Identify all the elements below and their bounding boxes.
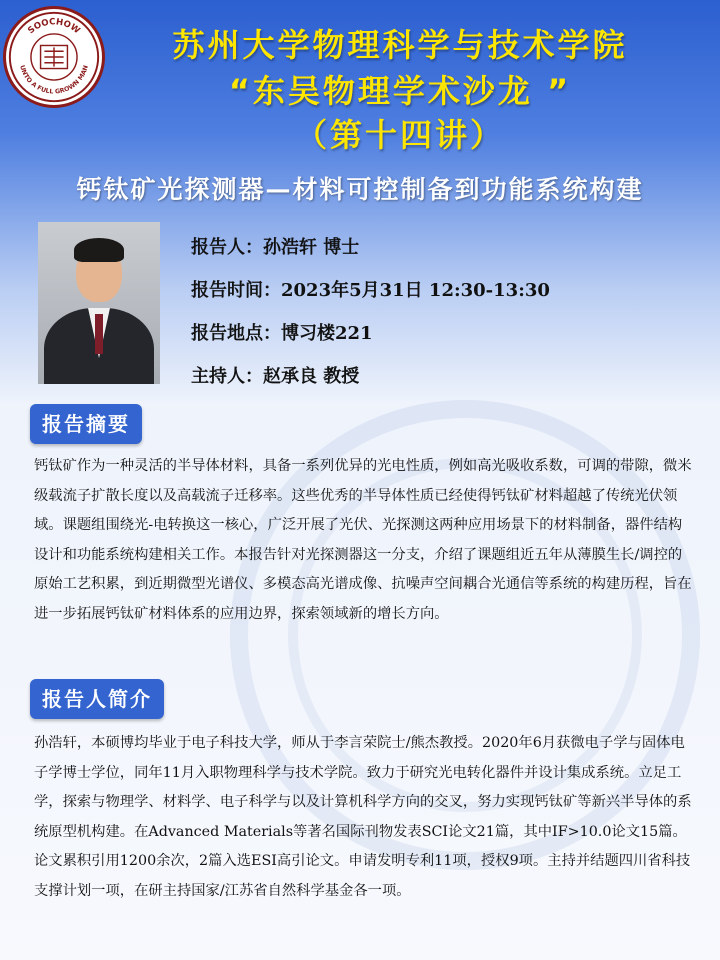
host-info: 主持人：赵承良 教授	[191, 366, 360, 387]
lecture-number: （第十四讲）	[294, 116, 505, 154]
abstract-text: 钙钛矿作为一种灵活的半导体材料，具备一系列优异的光电性质，例如高光吸收系数，可调的带隙，微米级载流子扩散长度以及高载流子迁移率。这些优秀的半导体性质已经使得钙钛矿材料超越了传统光伏领域。课题组围绕光-电转换这一核心，广泛开展了光伏、光探测这两种应用场景下的材料制备，器件结构设计和功能系统构建相关工作。本报告针对光探测器这一分支，介绍了课题组近五年从薄膜生长/调控的原始工艺积累，到近期微型光谱仪、多模态高光谱成像、抗噪声空间耦合光通信等系统的构建历程，旨在进一步拓展钙钛矿材料体系的应用边界，探索领域新的增长方向。	[34, 458, 692, 622]
bio-text: 孙浩轩，本硕博均毕业于电子科技大学，师从于李言荣院士/熊杰教授。2020年6月获微电子学与固体电子学博士学位，同年11月入职物理科学与技术学院。致力于研究光电转化器件并设计集成系统。立足工学，探索与物理学、材料学、电子科学与以及计算机科学方向的交叉，努力实现钙钛矿等新兴半导体的系统原型机构建。在Advanced Materials等著名国际刊物发表SCI论文21篇，其中IF>10.0论文15篇。论文累积引用1200余次，2篇入选ESI高引论文。申请发明专利11项，授权9项。主持并结题四川省科技支撑计划一项，在研主持国家/江苏省自然科学基金各一项。	[34, 735, 692, 899]
svg-text:SOOCHOW: SOOCHOW	[26, 17, 82, 37]
university-logo	[3, 6, 105, 108]
talk-title: 钙钛矿光探测器—材料可控制备到功能系统构建	[76, 175, 644, 204]
place-info: 报告地点：博习楼221	[191, 323, 373, 344]
speaker-photo	[38, 222, 160, 384]
college-title: 苏州大学物理科学与技术学院	[172, 26, 628, 64]
bio-heading: 报告人简介	[30, 679, 164, 719]
svg-text:UNTO A FULL GROWN MAN: UNTO A FULL GROWN MAN	[18, 64, 90, 96]
abstract-heading: 报告摘要	[30, 404, 142, 444]
salon-title: “东吴物理学术沙龙 ”	[228, 72, 572, 110]
speaker-info: 报告人：孙浩轩 博士	[191, 237, 360, 258]
soochow-university-seal-icon	[6, 9, 102, 105]
time-info: 报告时间：2023年5月31日 12:30-13:30	[191, 280, 550, 301]
